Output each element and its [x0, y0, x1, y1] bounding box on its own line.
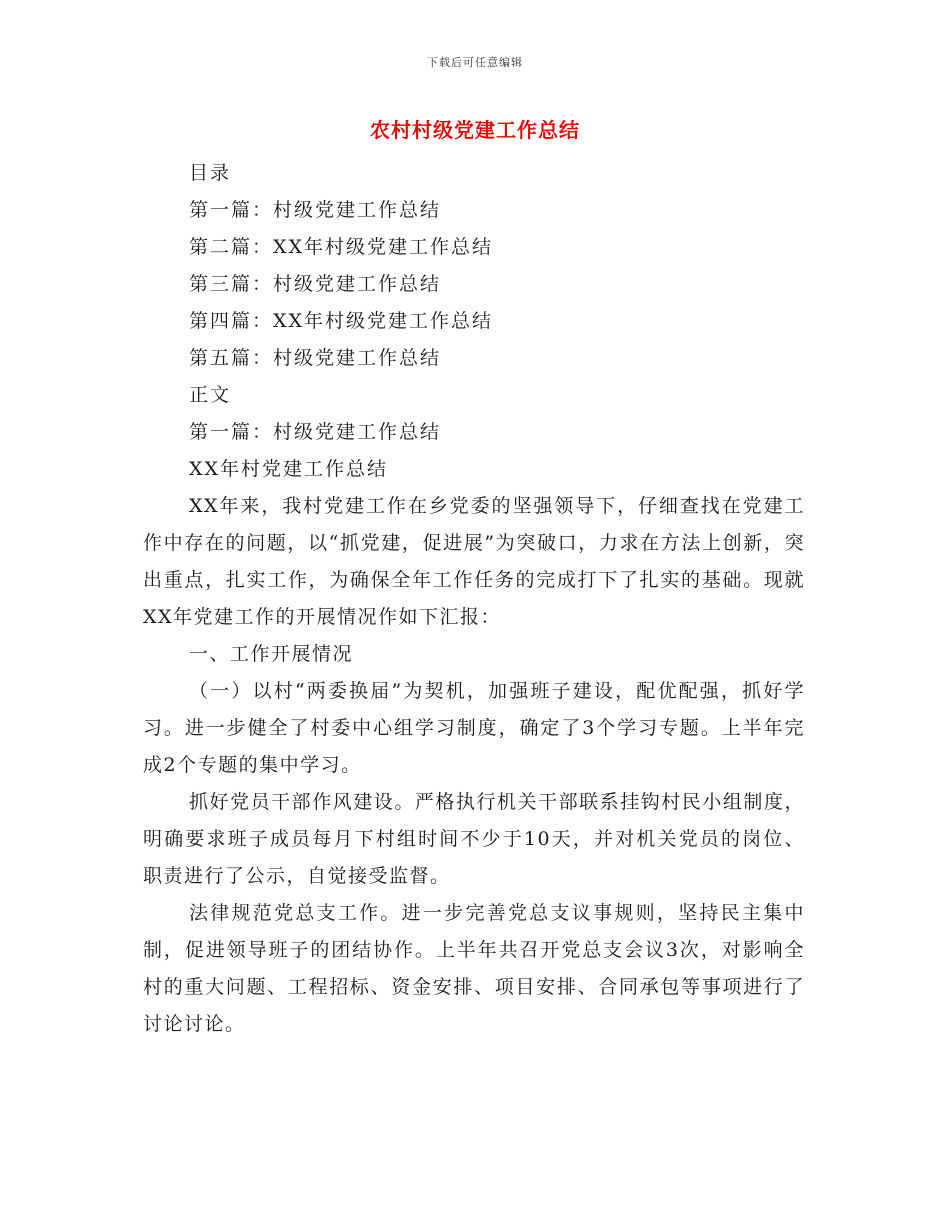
body-heading: 正文 [189, 384, 232, 406]
paragraph-work-style: 抓好党员干部作风建设。严格执行机关干部联系挂钩村民小组制度，明确要求班子成员每月下村组时间不少于10天，并对机关党员的岗位、职责进行了公示，自觉接受监督。 [143, 791, 805, 887]
document-title: 农村村级党建工作总结 [370, 118, 580, 142]
toc-item-4: 第四篇：XX年村级党建工作总结 [189, 310, 494, 332]
paragraph-party-branch: 法律规范党总支工作。进一步完善党总支议事规则，坚持民主集中制，促进领导班子的团结协作。上半年共召开党总支会议3次，对影响全村的重大问题、工程招标、资金安排、项目安排、合同承包等事项进行了讨论讨论。 [143, 902, 805, 1035]
toc-item-2: 第二篇：XX年村级党建工作总结 [189, 236, 494, 258]
section-heading: 一、工作开展情况 [189, 643, 354, 665]
paragraph-intro: XX年来，我村党建工作在乡党委的坚强领导下，仔细查找在党建工作中存在的问题，以“抓党建，促进展”为突破口，力求在方法上创新，突出重点，扎实工作，为确保全年工作任务的完成打下了扎实的基础。现就XX年党建工作的开展情况作如下汇报： [143, 495, 805, 628]
toc-item-3: 第三篇：村级党建工作总结 [189, 273, 442, 295]
chapter-subtitle: XX年村党建工作总结 [189, 458, 389, 480]
toc-item-5: 第五篇：村级党建工作总结 [189, 347, 442, 369]
chapter-title: 第一篇：村级党建工作总结 [189, 421, 442, 443]
toc-item-1: 第一篇：村级党建工作总结 [189, 199, 442, 221]
document-body [143, 155, 805, 1043]
header-note: 下载后可任意编辑 [427, 56, 523, 69]
paragraph-team-building: （一）以村“两委换届”为契机，加强班子建设，配优配强，抓好学习。进一步健全了村委中心组学习制度，确定了3个学习专题。上半年完成2个专题的集中学习。 [143, 680, 805, 776]
toc-heading: 目录 [189, 162, 232, 184]
